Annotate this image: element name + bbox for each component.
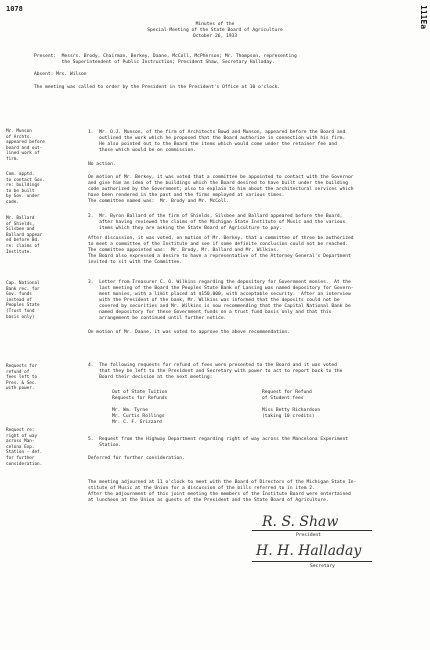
- deferred: Deferred for further consideration.: [88, 456, 185, 461]
- margin-note-right-of-way: Request re: right of way across Man- celona Exp. Station - def. for further consideration.: [6, 428, 43, 467]
- motion-3: On motion of Mr. Daane, it was voted to approve the above recommendation.: [88, 330, 290, 335]
- margin-note-munson: Mr. Munson of Archts. appeared before board and out- lined work of firm.: [6, 129, 45, 162]
- item-2: 2. Mr. Byron Ballard of the firm of Shields, Silsbee and Ballard appeared before the Board, after having reviewed the claims of the Michigan State Institute of Music and the various items which they are asking the State Board of Agriculture to pay.: [88, 214, 346, 231]
- heading-date: October 26, 1933: [192, 34, 238, 39]
- present-line-1: Present: Messrs. Brody, Chairman, Berkey, Daane, McColl, McPherson; Mr. Thompson, representing: [34, 54, 297, 59]
- adjournment: The meeting adjourned at 11 o'clock to meet with the Board of Directors of the Michigan State In- stitute of Music at the Union for a discussion of the bills referred to in item 2. After the adjournment of this joint meeting the members of the Institute Board were entertained at luncheon at the Union as guests of the President and the State Board of Agriculture.: [88, 480, 357, 503]
- president-title: President: [296, 533, 321, 538]
- item-1: 1. Mr. O.J. Munson, of the firm of Architects Bowd and Munson, appeared before the Board and outlined the work which he proposed that the Board authorize in connection with his firm. He also pointed out to the Board the items which would come under the retainer fee and those which would be on commission.: [88, 130, 346, 153]
- page-number: 1078: [6, 5, 23, 13]
- item-4: 4. The following requests for refund of fees were presented to the Board and it was voted that they be left to the President and Secretary with power to act to report back to the Board their decision at the next meeting:: [88, 363, 343, 380]
- tuition-refund-header: Out of State Tuition Requests for Refunds: [112, 390, 168, 401]
- secretary-title: Secretary: [310, 564, 335, 569]
- margin-note-refunds: Requests for refund of fees left to Pres. & Sec. with power.: [6, 364, 38, 392]
- president-signature: R. S. Shaw: [262, 514, 339, 530]
- margin-note-bank: Cap. National Bank rec. for Gov. funds instead of Peoples State (Trust fund basis only): [6, 281, 40, 320]
- item-5: 5. Request from the Highway Department regarding right of way across the Mancelona Experiment Station.: [88, 437, 348, 448]
- after-discussion: After discussion, it was voted, on motion of Mr. Berkey, that a committee of three be authorized to meet a committee of the Institute and see if some definite conclusion could not be reached. The committee appointed was: Mr. Brody, Mr. Ballard and Mr. Wilkins. The Board also expressed a desire to have a representative of the Attorney General's Department invited to sit with the Committee.: [88, 236, 354, 265]
- fee-refund-names: Miss Betty Richardson (taking 10 credits): [262, 408, 321, 419]
- secretary-signature: H. H. Halladay: [256, 543, 362, 559]
- motion-1: On motion of Mr. Berkey, it was voted that a committee be appointed to contact with the Governor and give him an idea of the buildings which the Board desired to have built under the building code authorized by the Government; also to explain to him about the architectural services which have been rendered in the past and the firms employed at various times. The committee named was: Mr. Brody and Mr. McColl.: [88, 175, 354, 204]
- fee-refund-header: Request for Refund of Student fees: [262, 390, 312, 401]
- absent-line: Absent: Mrs. Wilson: [34, 72, 87, 77]
- side-stamp: 111Ea: [419, 5, 428, 30]
- heading-line-2: Special Meeting of the State Board of Agriculture: [147, 28, 283, 33]
- president-signature-line: [252, 530, 372, 531]
- margin-note-ballard: Mr. Ballard of Shields, Silsbee and Ballard appear ed before Bd. re: claims of Institute.: [6, 216, 43, 255]
- heading-line-1: Minutes of the: [195, 22, 235, 27]
- no-action: No action.: [88, 162, 116, 167]
- present-line-2: the Superintendent of Public Instruction; President Shaw, Secretary Halladay.: [34, 60, 275, 65]
- item-3: 3. Letter from Treasurer C. O. Wilkins regarding the depository for Government monies. At the last meeting of the Board the Peoples State Bank of Lansing was named depository for Govern- ment monies, with a limit placed at $150,000, with acceptable security. After an interview with the President of the bank, Mr. Wilkins was informed that the deposits could not be covered by securities and Mr. Wilkins is now recommending that the Capital National Bank be named depository for these Government funds on a trust fund basis only and that this arrangement be continued until further notice.: [88, 280, 354, 321]
- tuition-refund-names: Mr. Wm. Tyrne Mr. Curtis Rollings Mr. C. F. Grizzard: [112, 408, 165, 425]
- called-to-order: The meeting was called to order by the President in the President's Office at 10 o'clock.: [34, 85, 281, 90]
- secretary-signature-line: [252, 561, 372, 562]
- margin-note-committee: Com. apptd. to contact Gov. re: buildings to be built by Gov. under code.: [6, 172, 45, 205]
